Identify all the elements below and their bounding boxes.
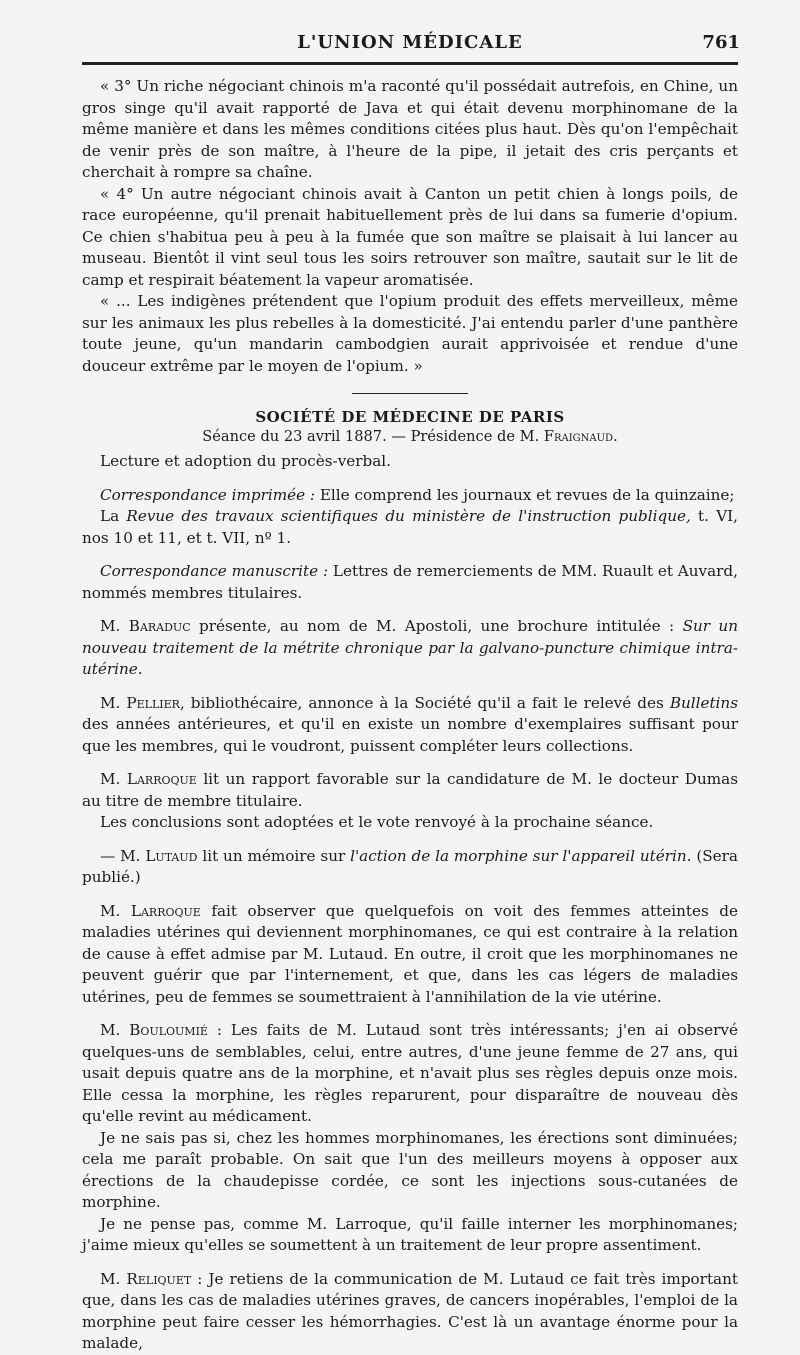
revue-entry: La Revue des travaux scientifiques du ministère de l'instruction publique, t. VI, nos 10 et 11, et t. VII, nº 1. [82, 507, 739, 547]
larroque-report: M. Larroque lit un rapport favorable sur la candidature de M. le docteur Dumas au titre de membre titulaire. [82, 770, 738, 810]
pellier-paragraph: M. Pellier, bibliothécaire, annonce à la Société qu'il a fait le relevé des Bulletins des années antérieures, et qu'il en existe un nombre d'exemplaires suffisant pour que les membres, qui le voudront, puissent compléter leurs collections. [82, 693, 738, 755]
page-number: 761 [702, 32, 740, 53]
bouloumie-paragraph: M. Bouloumié : Les faits de M. Lutaud sont très intéressants; j'en ai observé quelques-uns de semblables, celui, entre autres, d'une jeune femme de 27 ans, qui usait depuis quatre ans de la morphine, et n'avait plus ses règles depuis onze mois. Elle cessa la morphine, les règles reparurent, pour disparaître de nouveau dès qu'elle revint au médicament. [82, 1021, 738, 1125]
lutaud-paragraph: — M. Lutaud lit un mémoire sur l'action de la morphine sur l'appareil utérin. (Sera publié.) [82, 846, 738, 886]
section-title: SOCIÉTÉ DE MÉDECINE DE PARIS [255, 408, 565, 426]
erections-paragraph: Je ne sais pas si, chez les hommes morphinomanes, les érections sont diminuées; cela me paraît probable. On sait que l'un des meilleurs moyens à opposer aux érections de la chaudepisse cordée, ce sont les injections sous-cutanées de morphine. [82, 1128, 738, 1211]
printed-correspondence: Correspondance imprimée : Elle comprend les journaux et revues de la quinzaine; [100, 485, 735, 504]
president-name: Fraignaud. [543, 428, 618, 445]
section-divider [352, 393, 468, 394]
page-header [80, 28, 740, 58]
manuscript-correspondence: Correspondance manuscrite : Lettres de remerciements de MM. Ruault et Auvard, nommés membres titulaires. [82, 562, 738, 602]
larroque-remark: M. Larroque fait observer que quelquefois on voit des femmes atteintes de maladies utérines qui deviennent morphinomanes, ce qui est contraire à la relation de cause à effet admise par M. Lutaud. En outre, il croit que les morphinomanes ne peuvent guérir que par l'internement, et que, dans les cas légers de maladies utérines, peu de femmes se soumettraient à l'annihilation de la vie utérine. [82, 901, 738, 1006]
conclusions: Les conclusions sont adoptées et le vote renvoyé à la prochaine séance. [100, 813, 654, 831]
journal-title: L'UNION MÉDICALE [297, 32, 523, 53]
quote-paragraph-4: « 4° Un autre négociant chinois avait à Canton un petit chien à longs poils, de race européenne, qu'il prenait habituellement près de lui dans sa fumerie d'opium. Ce chien s'habitua peu à peu à la fumée que son maître se plaisait à lui lancer au museau. Bientôt il vint seul tous les soirs retrouver son maître, sautait sur le lit de camp et respirait béatement la vapeur aromatisée. [82, 184, 738, 289]
baraduc-paragraph: M. Baraduc présente, au nom de M. Apostoli, une brochure intitulée : Sur un nouveau traitement de la métrite chronique par la galvano-puncture chimique intra-utérine. [82, 617, 738, 678]
article-body [82, 76, 738, 1355]
minutes-reading: Lecture et adoption du procès-verbal. [100, 452, 391, 470]
internment-paragraph: Je ne pense pas, comme M. Larroque, qu'il faille interner les morphinomanes; j'aime mieux qu'elles se soumettent à un traitement de leur propre assentiment. [82, 1214, 738, 1254]
session-line: Séance du 23 avril 1887. — Présidence de M. Fraignaud. [202, 428, 618, 445]
quote-paragraph-5: « ... Les indigènes prétendent que l'opium produit des effets merveilleux, même sur les animaux les plus rebelles à la domesticité. J'ai entendu parler d'une panthère toute jeune, qu'un mandarin cambodgien aurait apprivoisée et rendue d'une douceur extrême par le moyen de l'opium. » [82, 292, 738, 375]
reliquet-paragraph: M. Reliquet : Je retiens de la communication de M. Lutaud ce fait très important que, dans les cas de maladies utérines graves, de cancers inopérables, l'emploi de la morphine peut faire cesser les hémorrhagies. C'est là un avantage énorme pour la malade, [82, 1269, 738, 1352]
quote-paragraph-3: « 3° Un riche négociant chinois m'a raconté qu'il possédait autrefois, en Chine, un gros singe qu'il avait rapporté de Java et qui était devenu morphinomane de la même manière et dans les mêmes conditions citées plus haut. Dès qu'on l'empêchait de venir près de son maître, à l'heure de la pipe, il jetait des cris perçants et cherchait à rompre sa chaîne. [82, 77, 738, 181]
header-divider [82, 62, 738, 65]
